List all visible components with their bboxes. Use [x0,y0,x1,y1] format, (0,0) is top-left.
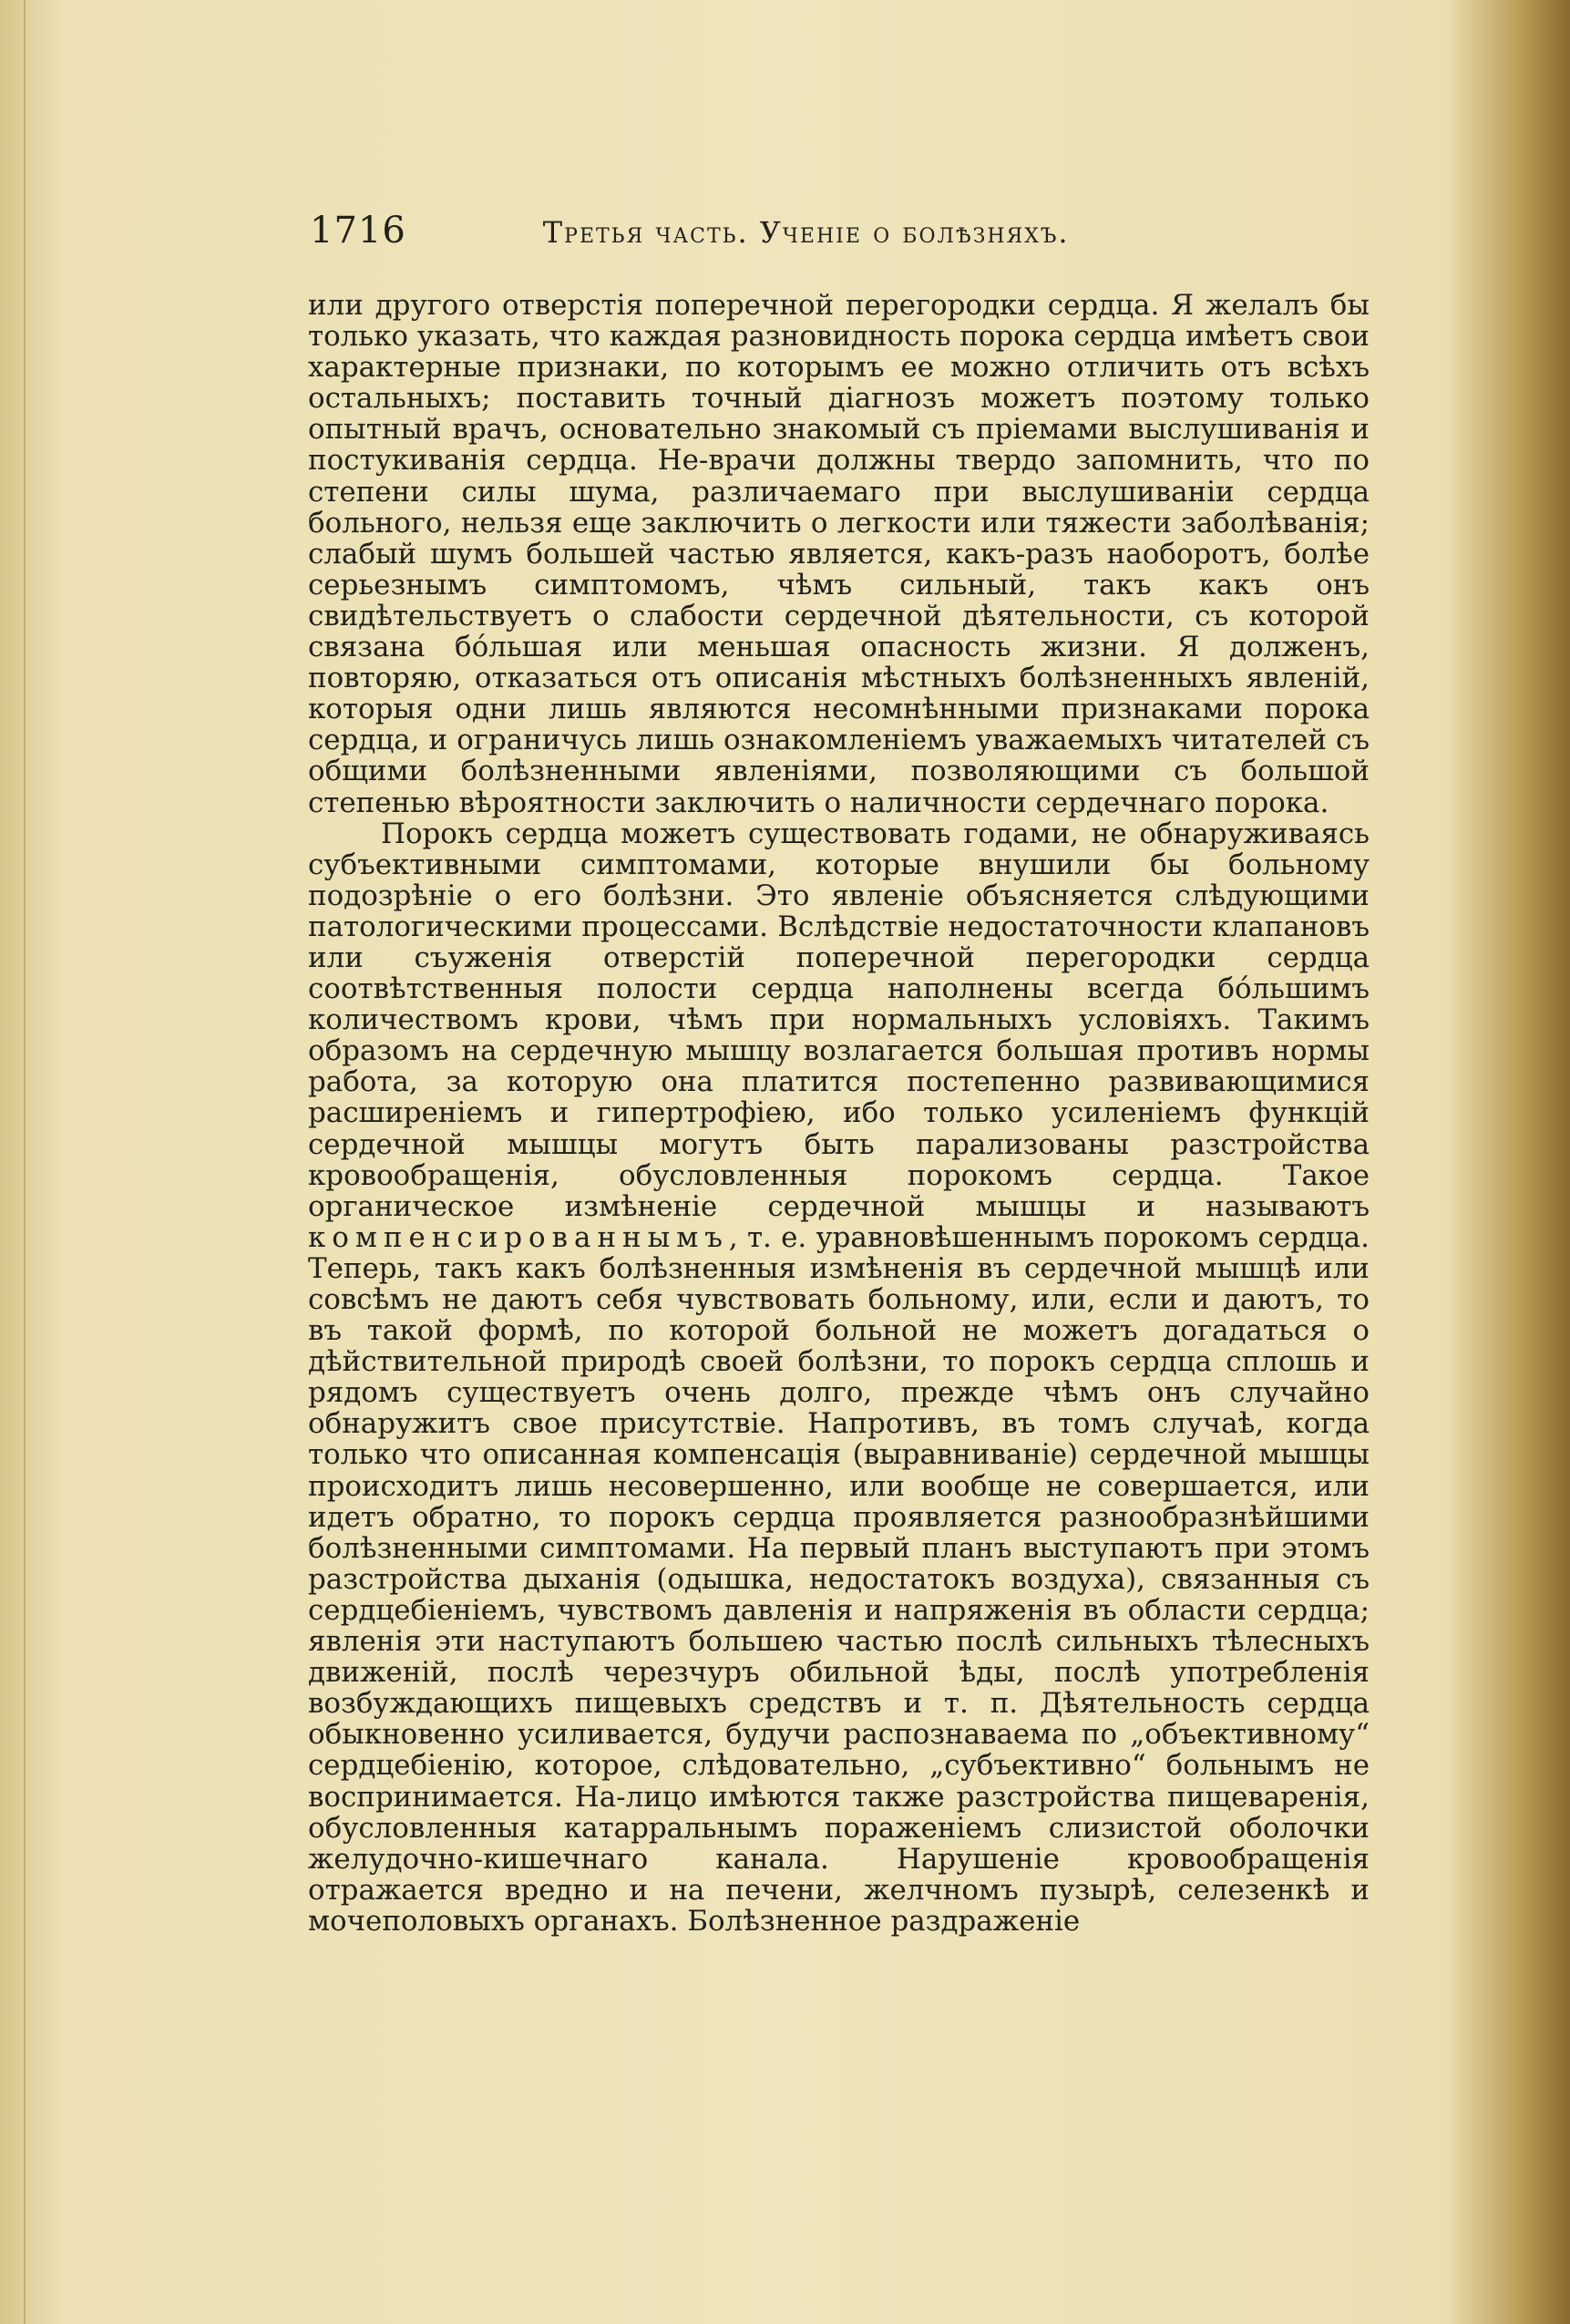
page-header [310,210,1276,264]
spaced-term: компенсированнымъ [308,1220,729,1254]
paragraph-2 [308,818,1370,1937]
running-head: Третья часть. Ученіе о болѣзняхъ. [542,215,1070,250]
page-number: 1716 [310,210,406,252]
paragraph-2-part-a: Порокъ сердца можетъ существовать годами, не обнаруживаясь субъективными симптомами, которые внушили бы больному подозрѣніе о его болѣзни. Это явленіе объясняется слѣдующими патологическими процессами. Вслѣдствіе недостаточности клапановъ или съуженія отверстій поперечной перегородки сердца соотвѣтственныя полости сердца наполнены всегда бо́льшимъ количествомъ крови, чѣмъ при нормальныхъ условіяхъ. Такимъ образомъ на сердечную мышцу возлагается большая противъ нормы работа, за которую она платится постепенно развивающимися расширеніемъ и гипертрофіею, ибо только усиленіемъ функцій сердечной мышцы могутъ быть парализованы разстройства кровообращенія, обусловленныя порокомъ сердца. Такое органическое измѣненіе сердечной мышцы и называютъ [308,817,1370,1223]
paragraph-2-part-b: , т. е. уравновѣшеннымъ порокомъ сердца. Теперь, такъ какъ болѣзненныя измѣненія въ сердечной мышцѣ или совсѣмъ не даютъ себя чувствовать больному, или, если и даютъ, то въ такой формѣ, по которой больной не можетъ догадаться о дѣйствительной природѣ своей болѣзни, то порокъ сердца сплошь и рядомъ существуетъ очень долго, прежде чѣмъ онъ случайно обнаружитъ свое присутствіе. Напротивъ, въ томъ случаѣ, когда только что описанная компенсація (выравниваніе) сердечной мышцы происходитъ лишь несовершенно, или вообще не совершается, или идетъ обратно, то порокъ сердца проявляется разнообразнѣйшими болѣзненными симптомами. На первый планъ выступаютъ при этомъ разстройства дыханія (одышка, недостатокъ воздуха), связанныя съ сердцебіеніемъ, чувствомъ давленія и напряженія въ области сердца; явленія эти наступаютъ большею частью послѣ сильныхъ тѣлесныхъ движеній, послѣ черезчуръ обильной ѣды, послѣ употребленія возбуждающихъ пищевыхъ средствъ и т. п. Дѣятельность сердца обыкновенно усиливается, будучи распознаваема по „объективному“ сердцебіенію, которое, слѣдовательно, „субъективно“ больнымъ не воспринимается. На-лицо имѣются также разстройства пищеваренія, обусловленныя катарральнымъ пораженіемъ слизистой оболочки желудочно-кишечнаго канала. Нарушеніе кровообращенія отражается вредно и на печени, желчномъ пузырѣ, селезенкѣ и мочеполовыхъ органахъ. Болѣзненное раздраженіе [308,1220,1370,1938]
paragraph-1: или другого отверстія поперечной перегородки сердца. Я желалъ бы только указать, что каждая разновидность порока сердца имѣетъ свои характерные признаки, по которымъ ее можно отличить отъ всѣхъ остальныхъ; поставить точный діагнозъ можетъ поэтому только опытный врачъ, основательно знакомый съ пріемами выслушиванія и постукиванія сердца. Не-врачи должны твердо запомнить, что по степени силы шума, различаемаго при выслушиваніи сердца больного, нельзя еще заключить о легкости или тяжести заболѣванія; слабый шумъ большей частью является, какъ-разъ наоборотъ, болѣе серьезнымъ симптомомъ, чѣмъ сильный, такъ какъ онъ свидѣтельствуетъ о слабости сердечной дѣятельности, съ которой связана бо́льшая или меньшая опасность жизни. Я долженъ, повторяю, отказаться отъ описанія мѣстныхъ болѣзненныхъ явленій, которыя одни лишь являются несомнѣнными признаками порока сердца, и ограничусь лишь ознакомленіемъ уважаемыхъ читателей съ общими болѣзненными явленіями, позволяющими съ большой степенью вѣроятности заключить о наличности сердечнаго порока. [308,289,1370,819]
body-text [308,290,1370,1937]
page-edge-line [24,0,26,2324]
